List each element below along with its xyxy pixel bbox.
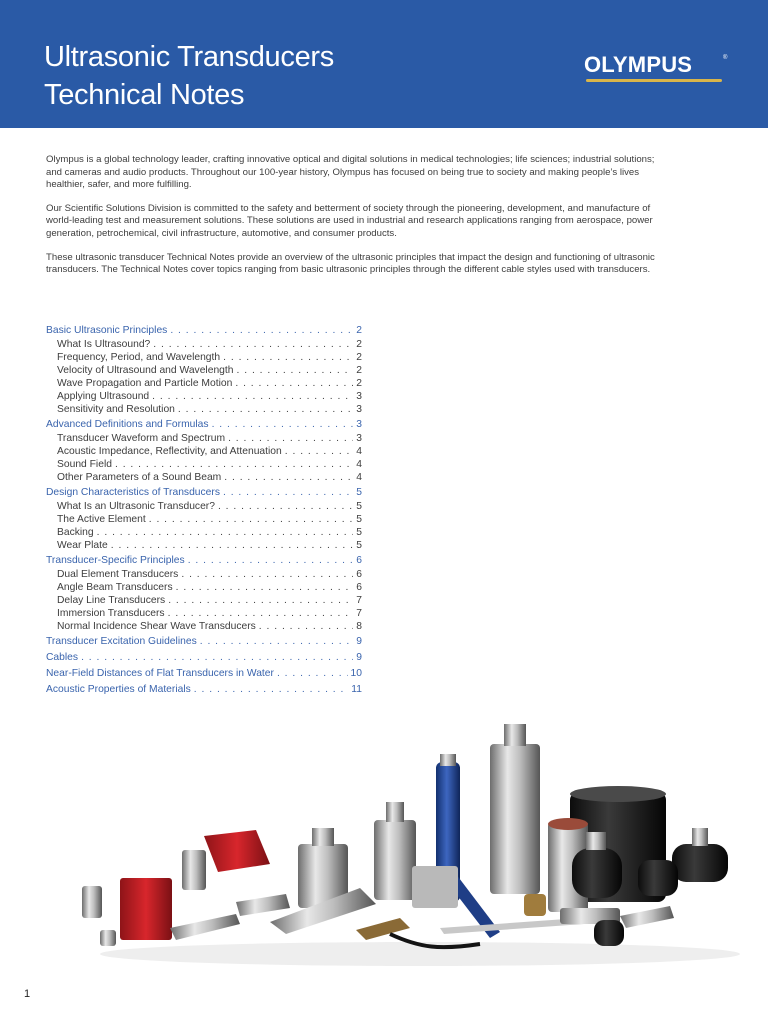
toc-subsection-entry[interactable] [46,513,362,526]
toc-entry-label: Basic Ultrasonic Principles [46,325,168,336]
toc-subsection-entry[interactable] [46,458,362,471]
document-title [44,38,334,114]
toc-entry-label: Sensitivity and Resolution [57,404,175,415]
toc-entry-page: 11 [351,684,362,695]
toc-leader-dots [223,351,353,364]
toc-leader-dots [223,485,353,500]
toc-subsection-entry[interactable] [46,568,362,581]
toc-entry-page: 3 [356,419,362,430]
toc-subsection-entry[interactable] [46,471,362,484]
toc-entry-label: Cables [46,652,79,663]
toc-entry-page: 6 [356,555,362,566]
toc-entry-page: 4 [356,446,362,457]
title-line-1: Ultrasonic Transducers [44,41,334,73]
toc-entry-label: Normal Incidence Shear Wave Transducers [57,621,256,632]
olympus-logo [584,52,728,86]
toc-subsection-entry[interactable] [46,403,362,416]
toc-subsection-entry[interactable] [46,500,362,513]
toc-entry-page: 5 [356,540,362,551]
toc-leader-dots [168,594,353,607]
dual-black-transducer [672,844,728,882]
shear-wave-transducer [412,866,458,908]
toc-entry-label: What Is an Ultrasonic Transducer? [57,501,215,512]
toc-entry-label: Advanced Definitions and Formulas [46,419,209,430]
toc-subsection-entry[interactable] [46,364,362,377]
toc-section-entry[interactable] [46,682,362,697]
toc-subsection-entry[interactable] [46,539,362,552]
toc-entry-label: Frequency, Period, and Wavelength [57,352,221,363]
toc-section-entry[interactable] [46,323,362,338]
toc-entry-page: 5 [356,514,362,525]
toc-entry-label: Backing [57,527,94,538]
toc-leader-dots [152,390,353,403]
toc-leader-dots [259,620,353,633]
toc-subsection-entry[interactable] [46,526,362,539]
header-banner [0,0,768,128]
toc-entry-label: Sound Field [57,459,112,470]
toc-entry-page: 9 [356,652,362,663]
small-transducer [82,886,102,918]
toc-subsection-entry[interactable] [46,581,362,594]
toc-entry-page: 2 [356,378,362,389]
toc-entry-page: 2 [356,325,362,336]
page-number: 1 [24,988,31,1000]
toc-leader-dots [81,650,353,665]
toc-entry-label: Wear Plate [57,540,108,551]
toc-leader-dots [277,666,348,681]
toc-leader-dots [212,417,354,432]
toc-subsection-entry[interactable] [46,445,362,458]
toc-entry-page: 5 [356,487,362,498]
toc-subsection-entry[interactable] [46,594,362,607]
toc-leader-dots [178,403,353,416]
contact-transducer [374,820,416,900]
toc-leader-dots [224,471,353,484]
toc-section-entry[interactable] [46,417,362,432]
toc-leader-dots [194,682,349,697]
transducers-product-photo [60,718,740,970]
toc-subsection-entry[interactable] [46,338,362,351]
toc-subsection-entry[interactable] [46,351,362,364]
toc-leader-dots [237,364,354,377]
toc-entry-label: Acoustic Impedance, Reflectivity, and Attenuation [57,446,282,457]
toc-section-entry[interactable] [46,634,362,649]
toc-leader-dots [218,500,353,513]
intro-paragraph-2: Our Scientific Solutions Division is committed to the safety and betterment of society through the pioneering, development, and manufacture of world-leading test and measurement solutions. These solutions are used in industrial and research applications ranging from aerospace, power generation, petrochemical, civil infrastructure, automotive, and consumer products. [46,202,653,239]
logo-registered-mark: ® [723,55,728,61]
toc-leader-dots [200,634,354,649]
toc-entry-label: Design Characteristics of Transducers [46,487,220,498]
toc-subsection-entry[interactable] [46,607,362,620]
red-wedge-transducer [204,830,270,872]
intro-paragraph-1: Olympus is a global technology leader, crafting innovative optical and digital solutions in medical technologies; life sciences; industrial solutions; and cameras and audio products. Throughout our 100-year history, Olympus has focused on being true to society and making people’s lives healthier, safer, and more fulfilling. [46,154,655,191]
toc-leader-dots [153,338,353,351]
toc-entry-label: Transducer Excitation Guidelines [46,636,197,647]
toc-subsection-entry[interactable] [46,432,362,445]
toc-entry-label: Velocity of Ultrasound and Wavelength [57,365,234,376]
toc-leader-dots [168,607,354,620]
toc-entry-page: 4 [356,472,362,483]
toc-leader-dots [188,553,354,568]
toc-entry-page: 10 [350,668,362,679]
toc-entry-page: 3 [356,404,362,415]
toc-subsection-entry[interactable] [46,390,362,403]
toc-entry-label: Immersion Transducers [57,608,165,619]
toc-entry-page: 7 [356,608,362,619]
title-line-2: Technical Notes [44,79,245,111]
toc-entry-page: 5 [356,527,362,538]
toc-section-entry[interactable] [46,553,362,568]
toc-leader-dots [176,581,354,594]
intro-text [46,154,666,288]
toc-entry-page: 2 [356,365,362,376]
toc-entry-label: Other Parameters of a Sound Beam [57,472,222,483]
toc-entry-page: 9 [356,636,362,647]
toc-leader-dots [228,432,353,445]
tall-immersion-transducer [490,744,540,894]
toc-leader-dots [111,539,354,552]
toc-entry-label: Transducer-Specific Principles [46,555,185,566]
toc-section-entry[interactable] [46,650,362,665]
toc-entry-label: Delay Line Transducers [57,595,166,606]
toc-entry-page: 7 [356,595,362,606]
toc-entry-page: 2 [356,352,362,363]
toc-entry-page: 8 [356,621,362,632]
toc-entry-label: What Is Ultrasound? [57,339,151,350]
toc-leader-dots [149,513,354,526]
logo-text: OLYMPUS [584,52,693,77]
logo-underline [586,79,722,82]
toc-entry-label: Near-Field Distances of Flat Transducers in Water [46,668,274,679]
toc-entry-page: 3 [356,391,362,402]
toc-leader-dots [170,323,353,338]
toc-subsection-entry[interactable] [46,377,362,390]
toc-leader-dots [235,377,353,390]
toc-entry-page: 5 [356,501,362,512]
toc-entry-label: Acoustic Properties of Materials [46,684,191,695]
toc-entry-label: The Active Element [57,514,146,525]
toc-entry-page: 3 [356,433,362,444]
toc-entry-label: Angle Beam Transducers [57,582,173,593]
toc-entry-page: 6 [356,582,362,593]
table-of-contents [46,322,362,697]
toc-entry-page: 4 [356,459,362,470]
toc-subsection-entry[interactable] [46,620,362,633]
toc-entry-page: 2 [356,339,362,350]
toc-leader-dots [285,445,354,458]
toc-section-entry[interactable] [46,666,362,681]
intro-paragraph-3: These ultrasonic transducer Technical Notes provide an overview of the ultrasonic principles that impact the design and functioning of ultrasonic transducers. The Technical Notes cover topics ranging from basic ultrasonic principles through the different cable styles used with transducers. [46,251,655,276]
toc-section-entry[interactable] [46,485,362,500]
toc-entry-label: Dual Element Transducers [57,569,179,580]
red-angle-beam-transducer [120,878,172,940]
toc-entry-label: Applying Ultrasound [57,391,150,402]
toc-entry-page: 6 [356,569,362,580]
toc-entry-label: Transducer Waveform and Spectrum [57,433,226,444]
toc-leader-dots [97,526,354,539]
toc-leader-dots [181,568,353,581]
toc-entry-label: Wave Propagation and Particle Motion [57,378,233,389]
toc-leader-dots [115,458,353,471]
